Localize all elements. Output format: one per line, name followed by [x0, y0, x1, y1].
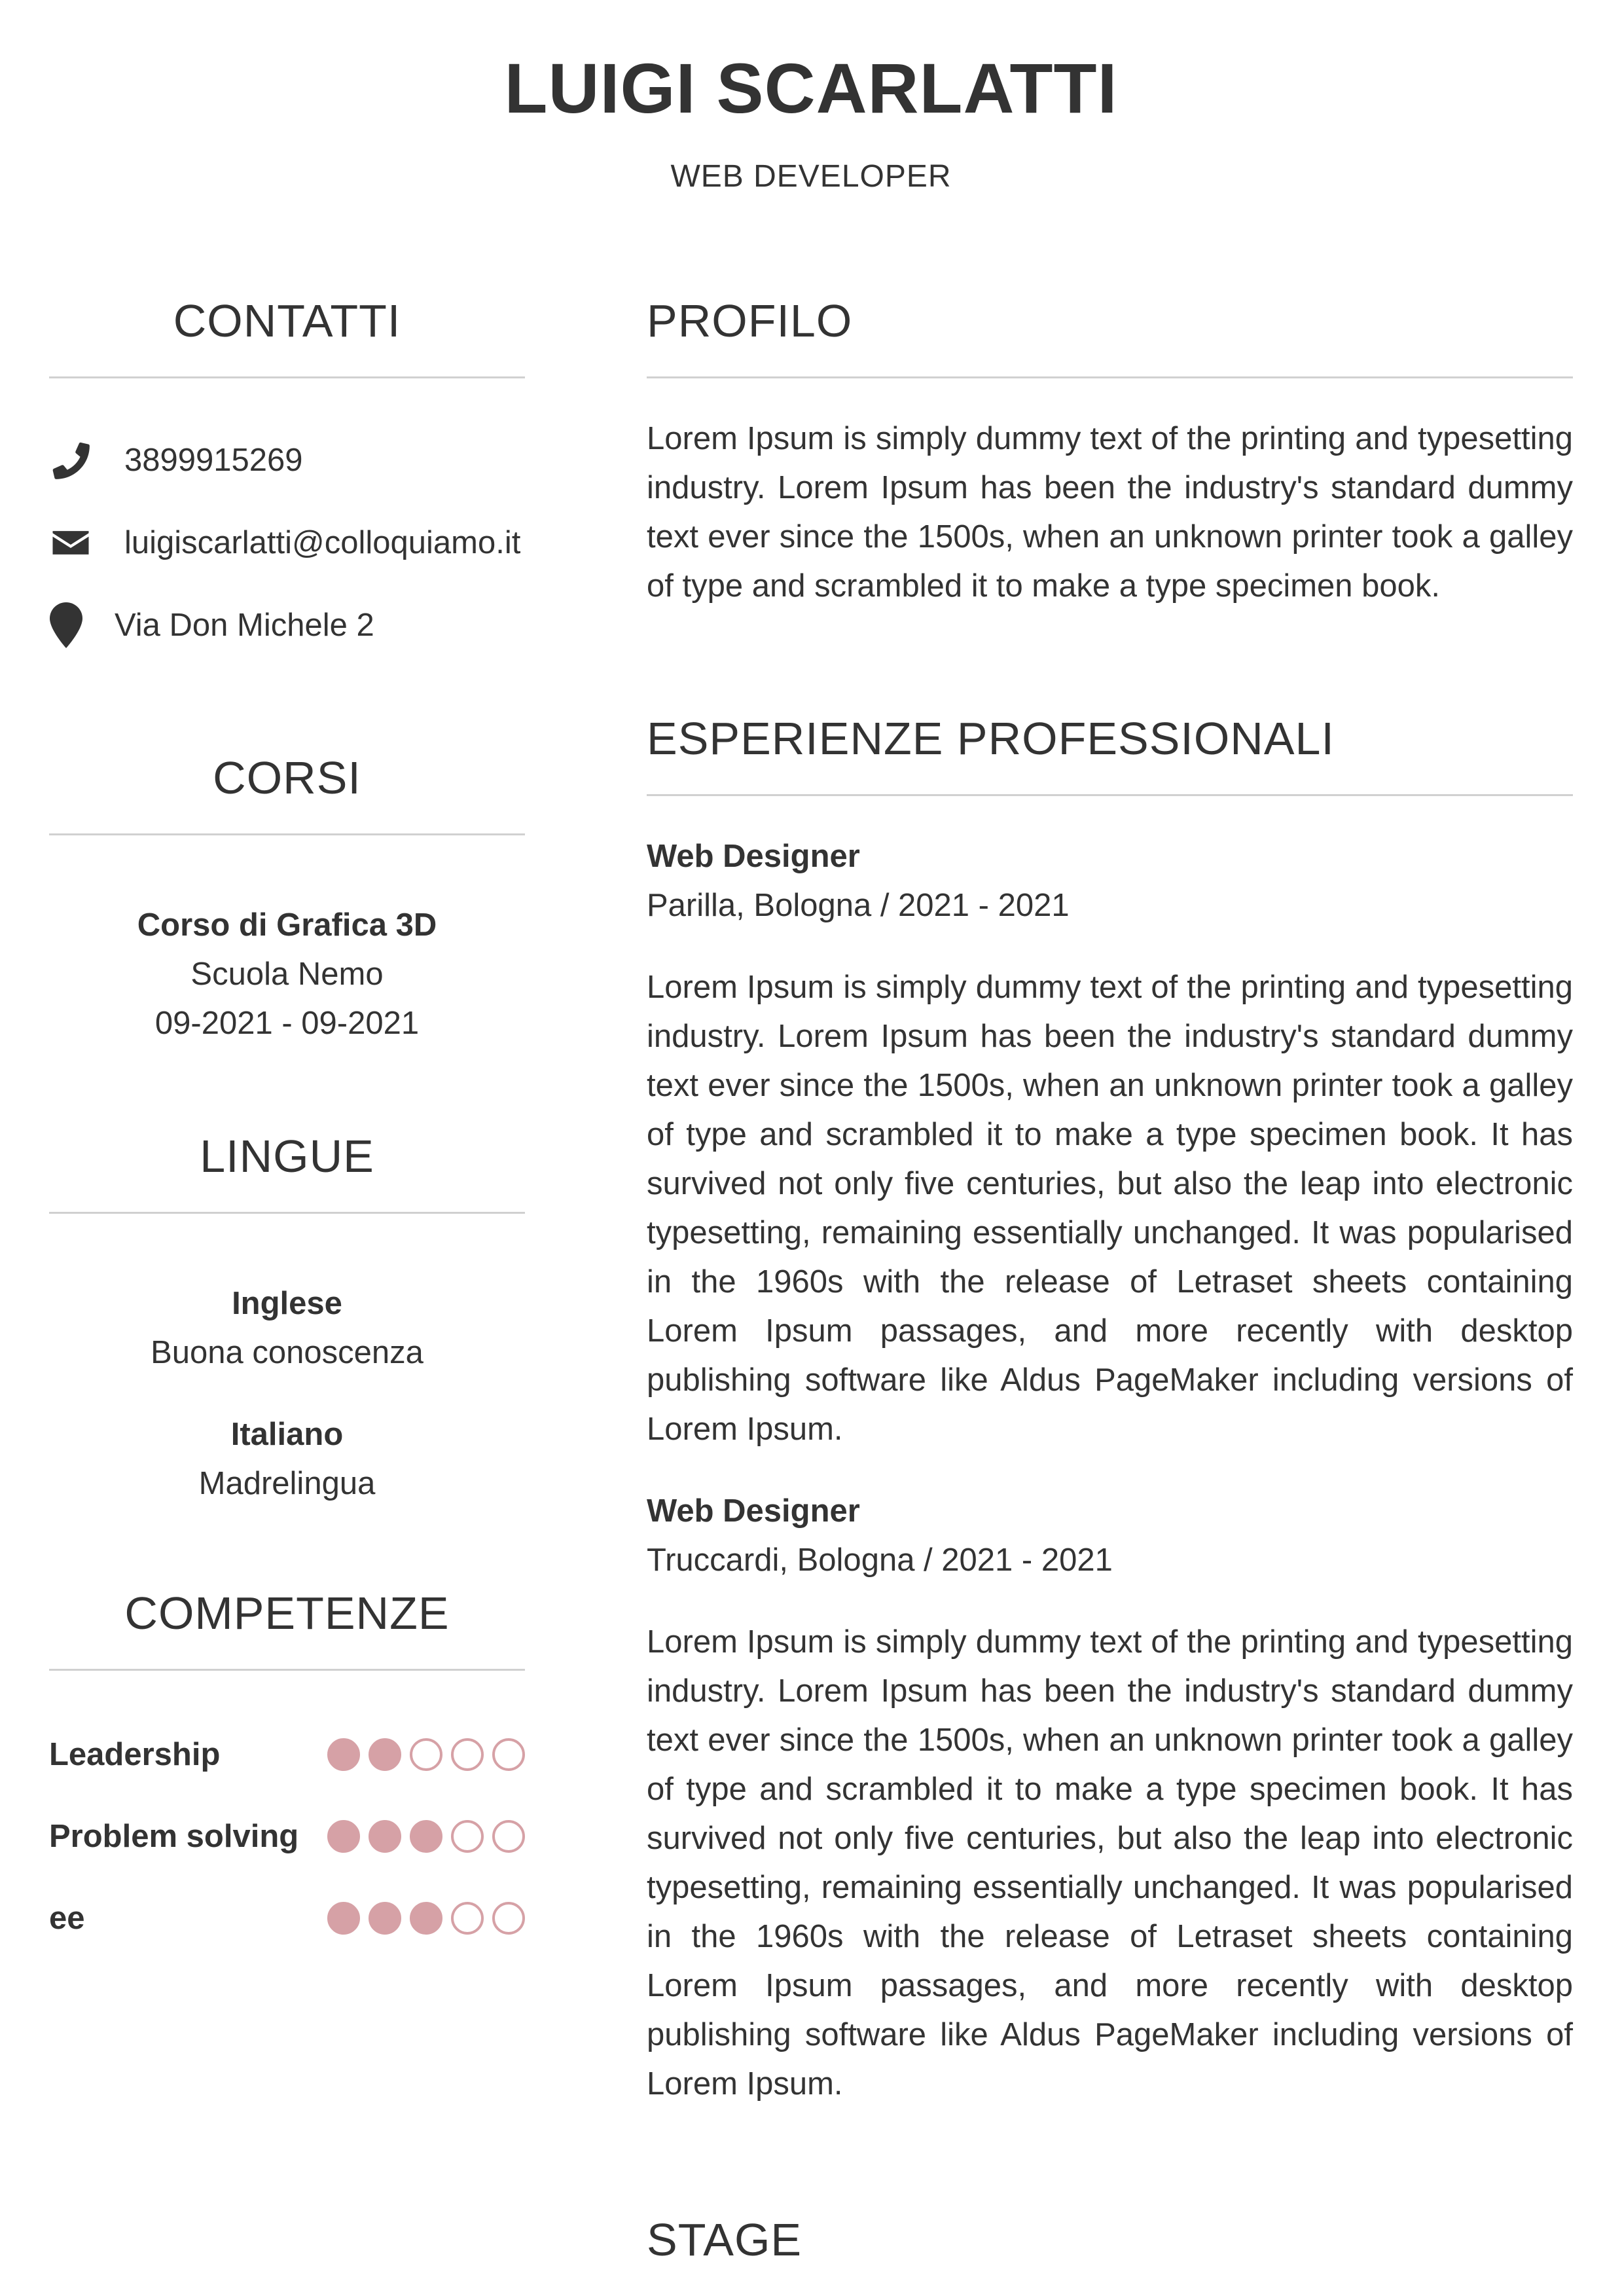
skill-rating [327, 1902, 525, 1935]
rating-dot-filled [369, 1820, 401, 1853]
languages-section [49, 1123, 525, 1508]
map-marker-icon [49, 602, 85, 648]
courses-section [49, 745, 525, 1048]
languages-title: LINGUE [49, 1123, 525, 1214]
language-name: Inglese [232, 1286, 342, 1321]
job-meta: Truccardi, Bologna / 2021 - 2021 [647, 1542, 1113, 1578]
skill-row [49, 1795, 525, 1877]
rating-dot-filled [410, 1820, 442, 1853]
course-name: Corso di Grafica 3D [137, 907, 437, 943]
skill-rating [327, 1738, 525, 1771]
skill-name: Problem solving [49, 1818, 299, 1854]
profile-title: PROFILO [647, 288, 1573, 378]
skill-name: Leadership [49, 1736, 221, 1772]
candidate-role: WEB DEVELOPER [670, 159, 952, 194]
job-meta: Parilla, Bologna / 2021 - 2021 [647, 888, 1070, 923]
rating-dot-filled [369, 1902, 401, 1935]
experience-title: ESPERIENZE PROFESSIONALI [647, 706, 1573, 796]
job-entry [647, 1487, 1573, 2109]
contact-phone [49, 419, 525, 501]
rating-dot-empty [451, 1902, 484, 1935]
job-description: Lorem Ipsum is simply dummy text of the printing and typesetting industry. Lorem Ipsum has been the industry's standard dummy text ever since the 1500s, when an unknown printer took a galley of type and scrambled it to make a type specimen book. It has survived not only five centuries, but also the leap into electronic typesetting, remaining essentially unchanged. It was popularised in the 1960s with the release of Letraset sheets containing Lorem Ipsum passages, and more recently with desktop publishing software like Aldus PageMaker including versions of Lorem Ipsum. [647, 970, 1573, 1447]
profile-section [647, 288, 1573, 611]
rating-dot-empty [492, 1820, 525, 1853]
rating-dot-filled [410, 1902, 442, 1935]
left-column [49, 288, 525, 1959]
resume-header [0, 46, 1622, 194]
job-description: Lorem Ipsum is simply dummy text of the printing and typesetting industry. Lorem Ipsum has been the industry's standard dummy text ever since the 1500s, when an unknown printer took a galley of type and scrambled it to make a type specimen book. It has survived not only five centuries, but also the leap into electronic typesetting, remaining essentially unchanged. It was popularised in the 1960s with the release of Letraset sheets containing Lorem Ipsum passages, and more recently with desktop publishing software like Aldus PageMaker including versions of Lorem Ipsum. [647, 1624, 1573, 2102]
profile-text: Lorem Ipsum is simply dummy text of the printing and typesetting industry. Lorem Ipsum has been the industry's standard dummy text ever since the 1500s, when an unknown printer took a galley of type and scrambled it to make a type specimen book. [647, 421, 1573, 604]
stage-section [647, 2207, 1573, 2295]
course-item [49, 901, 525, 1048]
contact-email [49, 501, 525, 584]
email-address[interactable]: luigiscarlatti@colloquiamo.it [124, 525, 521, 560]
address-text: Via Don Michele 2 [115, 608, 374, 643]
rating-dot-empty [492, 1738, 525, 1771]
course-dates: 09-2021 - 09-2021 [154, 1006, 420, 1041]
contacts-title: CONTATTI [49, 288, 525, 378]
skill-row [49, 1877, 525, 1959]
rating-dot-empty [451, 1738, 484, 1771]
rating-dot-empty [492, 1902, 525, 1935]
rating-dot-filled [369, 1738, 401, 1771]
experience-section [647, 706, 1573, 2109]
skills-title: COMPETENZE [49, 1580, 525, 1671]
phone-number[interactable]: 3899915269 [124, 443, 303, 478]
rating-dot-filled [327, 1902, 360, 1935]
language-item [49, 1410, 525, 1508]
phone-icon [49, 437, 95, 483]
right-column [647, 288, 1573, 2295]
language-item [49, 1279, 525, 1377]
rating-dot-empty [410, 1738, 442, 1771]
rating-dot-filled [327, 1738, 360, 1771]
job-title: Web Designer [647, 839, 860, 874]
skills-section [49, 1580, 525, 1959]
envelope-icon [49, 520, 95, 566]
skill-rating [327, 1820, 525, 1853]
job-title: Web Designer [647, 1493, 860, 1529]
skill-row [49, 1713, 525, 1795]
course-school: Scuola Nemo [190, 957, 384, 992]
job-entry [647, 832, 1573, 1454]
courses-title: CORSI [49, 745, 525, 835]
language-level: Madrelingua [198, 1466, 376, 1501]
contacts-section [49, 288, 525, 666]
candidate-name: LUIGI SCARLATTI [504, 48, 1118, 128]
language-name: Italiano [230, 1417, 344, 1452]
stage-title: STAGE [647, 2214, 802, 2265]
skill-name: ee [49, 1900, 85, 1936]
rating-dot-empty [451, 1820, 484, 1853]
rating-dot-filled [327, 1820, 360, 1853]
contact-address [49, 584, 525, 666]
language-level: Buona conoscenza [151, 1335, 424, 1370]
